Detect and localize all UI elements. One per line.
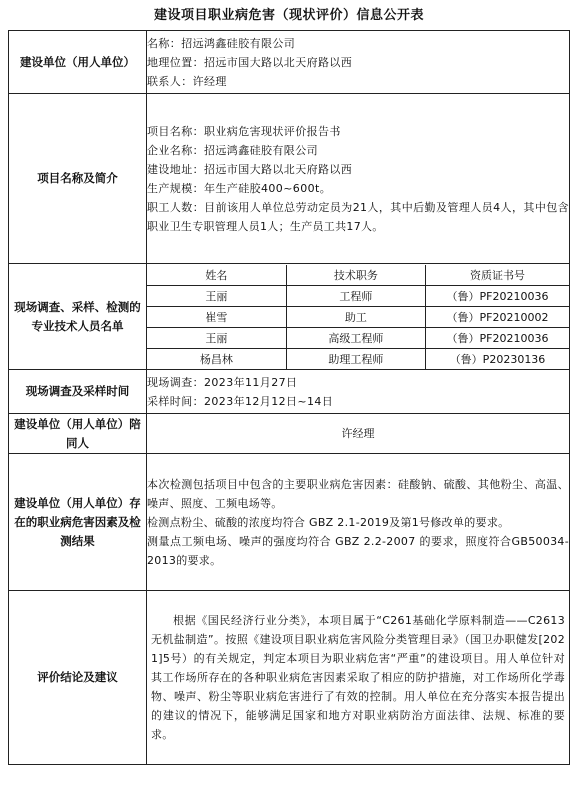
survey-label: 现场调查、采样、检测的专业技术人员名单 xyxy=(9,264,147,370)
staff-cert: （鲁）PF20210002 xyxy=(426,306,570,327)
staff-title: 高级工程师 xyxy=(286,327,425,348)
time-content xyxy=(147,370,570,414)
conclusion-content xyxy=(147,591,570,765)
unit-content xyxy=(147,31,570,94)
unit-location: 地理位置：招远市国大路以北天府路以西 xyxy=(147,55,353,69)
staff-header-row xyxy=(147,265,569,286)
staff-count: 职工人数：目前该用人单位总劳动定员为21人，其中后勤及管理人员4人，其中包含职业卫生专职管理人员1人；生产员工共17人。 xyxy=(147,200,569,233)
project-label: 项目名称及简介 xyxy=(9,94,147,264)
conclusion-text: 根据《国民经济行业分类》，本项目属于“C261基础化学原料制造——C2613无机盐制造”。按照《建设项目职业病危害风险分类管理目录》（国卫办职健发[2021]5号）的有关规定，判定本项目为职业病危害“严重”的建设项目。用人单位针对其工作场所存在的各种职业病危害因素采取了相应的防护措施，对工作场所化学毒物、噪声、粉尘等职业病危害进行了有效的控制。用人单位在充分落实本报告提出的建议的情况下，能够满足国家和地方对职业病防治方面法律、法规、标准的要求。 xyxy=(151,614,565,741)
staff-row xyxy=(147,285,569,306)
unit-name: 名称：招远鸿鑫硅胶有限公司 xyxy=(147,36,296,50)
staff-name: 王丽 xyxy=(147,327,286,348)
hazard-factors: 本次检测包括项目中包含的主要职业病危害因素：硅酸钠、硫酸、其他粉尘、高温、噪声、照度、工频电场等。 xyxy=(147,477,569,510)
disclosure-table xyxy=(8,30,570,765)
staff-name: 王丽 xyxy=(147,285,286,306)
build-address: 建设地址：招远市国大路以北天府路以西 xyxy=(147,162,353,176)
unit-contact: 联系人：许经理 xyxy=(147,74,227,88)
staff-row xyxy=(147,327,569,348)
project-content xyxy=(147,94,570,264)
staff-name: 杨昌林 xyxy=(147,348,286,369)
noise-result: 测量点工频电场、噪声的强度均符合 GBZ 2.2-2007 的要求，照度符合GB50034-2013的要求。 xyxy=(147,534,569,567)
staff-row xyxy=(147,348,569,369)
row-time xyxy=(9,370,570,414)
staff-title: 助工 xyxy=(286,306,425,327)
staff-name: 崔雪 xyxy=(147,306,286,327)
dust-result: 检测点粉尘、硫酸的浓度均符合 GBZ 2.1-2019及第1号修改单的要求。 xyxy=(147,515,510,529)
row-unit xyxy=(9,31,570,94)
conclusion-label: 评价结论及建议 xyxy=(9,591,147,765)
escort-value: 许经理 xyxy=(147,414,570,454)
company-name: 企业名称：招远鸿鑫硅胶有限公司 xyxy=(147,143,318,157)
project-name: 项目名称：职业病危害现状评价报告书 xyxy=(147,124,341,138)
production-scale: 生产规模：年生产硅胶400~600t。 xyxy=(147,181,332,195)
row-survey-staff xyxy=(9,264,570,370)
header-name: 姓名 xyxy=(147,265,286,286)
staff-cert: （鲁）PF20210036 xyxy=(426,285,570,306)
row-hazards xyxy=(9,454,570,591)
row-escort xyxy=(9,414,570,454)
staff-title: 助理工程师 xyxy=(286,348,425,369)
survey-date: 现场调查：2023年11月27日 xyxy=(147,375,298,389)
staff-cert: （鲁）PF20210036 xyxy=(426,327,570,348)
survey-content xyxy=(147,264,570,370)
sampling-date: 采样时间：2023年12月12日~14日 xyxy=(147,394,334,408)
header-cert: 资质证书号 xyxy=(426,265,570,286)
page-title: 建设项目职业病危害（现状评价）信息公开表 xyxy=(153,8,424,23)
staff-title: 工程师 xyxy=(286,285,425,306)
row-project xyxy=(9,94,570,264)
hazards-label: 建设单位（用人单位）存在的职业病危害因素及检测结果 xyxy=(9,454,147,591)
time-label: 现场调查及采样时间 xyxy=(9,370,147,414)
staff-table xyxy=(147,265,569,369)
header-title: 技术职务 xyxy=(286,265,425,286)
escort-label: 建设单位（用人单位）陪同人 xyxy=(9,414,147,454)
staff-cert: （鲁）P20230136 xyxy=(426,348,570,369)
staff-row xyxy=(147,306,569,327)
hazards-content xyxy=(147,454,570,591)
row-conclusion xyxy=(9,591,570,765)
unit-label: 建设单位（用人单位） xyxy=(9,31,147,94)
